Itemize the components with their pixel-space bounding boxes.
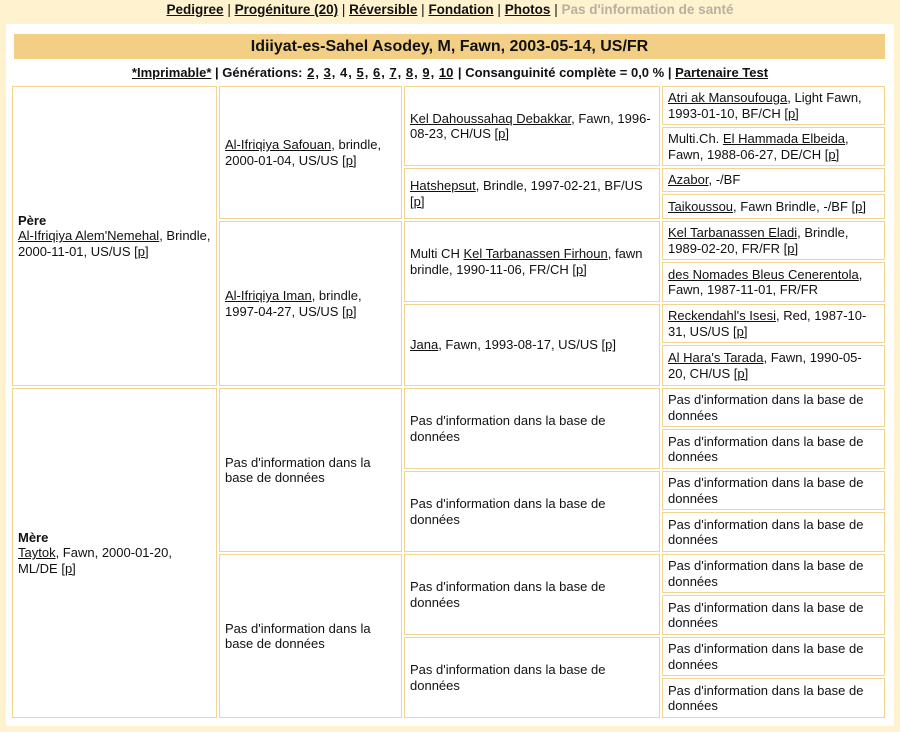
nav-foundation-link[interactable]: Fondation xyxy=(428,2,494,17)
ancestor-info: , brindle, 1997-04-27, US/US xyxy=(225,288,362,319)
pedigree-cell-gen2-3 xyxy=(219,388,402,552)
pedigree-cell-gen3-1 xyxy=(404,86,660,166)
nav-pedigree-link[interactable]: Pedigree xyxy=(166,2,224,17)
ancestor-name-link[interactable]: Hatshepsut xyxy=(410,178,476,193)
pedigree-cell-gen4-9 xyxy=(662,388,885,427)
generation-current-4: 4 xyxy=(340,65,348,80)
ancestor-name-link[interactable]: Reckendahl's Isesi xyxy=(668,308,776,323)
no-info-text: Pas d'information dans la base de données xyxy=(410,662,606,693)
no-info-text: Pas d'information dans la base de données xyxy=(668,558,864,589)
generation-link-6[interactable]: 6 xyxy=(372,65,381,80)
father-info: , Brindle, 2000-11-01, US/US xyxy=(18,228,211,259)
pedigree-cell-gen4-15 xyxy=(662,637,885,676)
ancestor-name-link[interactable]: El Hammada Elbeida xyxy=(722,131,846,146)
inbreeding-coefficient: Consanguinité complète = 0,0 % xyxy=(465,65,665,80)
pedigree-cell-gen4-13 xyxy=(662,554,885,593)
ancestor-info: , Fawn, 1990-05-20, CH/US xyxy=(668,350,862,381)
pedigree-cell-gen4-8 xyxy=(662,345,885,386)
pedigree-cell-gen3-3 xyxy=(404,221,660,302)
printable-link[interactable]: *Imprimable* xyxy=(131,65,212,80)
pedigree-cell-gen2-4 xyxy=(219,554,402,718)
pedigree-cell-gen4-3 xyxy=(662,168,885,192)
mother-photo-link[interactable]: [p] xyxy=(61,560,76,576)
no-info-text: Pas d'information dans la base de données xyxy=(225,454,371,485)
ancestor-name-link[interactable]: Al Hara's Tarada xyxy=(668,350,764,365)
ancestor-name-link[interactable]: Al-Ifriqiya Safouan xyxy=(225,137,332,152)
pedigree-cell-gen4-12 xyxy=(662,512,885,552)
mother-role-label: Mère xyxy=(18,529,49,545)
pedigree-panel xyxy=(6,24,894,726)
pedigree-cell-gen3-4 xyxy=(404,304,660,386)
generation-link-3[interactable]: 3 xyxy=(323,65,331,80)
ancestor-name-link[interactable]: Jana xyxy=(410,337,439,353)
pedigree-cell-gen2-2 xyxy=(219,221,402,386)
generation-link-5[interactable]: 5 xyxy=(356,65,364,80)
test-partner-link[interactable]: Partenaire Test xyxy=(675,65,769,80)
pedigree-cell-gen3-7 xyxy=(404,554,660,635)
nav-separator: | xyxy=(338,2,350,17)
no-info-text: Pas d'information dans la base de données xyxy=(668,682,864,713)
pedigree-cell-gen4-16 xyxy=(662,678,885,718)
no-info-text: Pas d'information dans la base de données xyxy=(668,433,864,464)
ancestor-info: , brindle, 2000-01-04, US/US xyxy=(225,137,382,168)
pedigree-cell-gen3-5 xyxy=(404,388,660,469)
ancestor-info: , Fawn, 1993-08-17, US/US xyxy=(438,337,602,353)
mother-cell xyxy=(12,388,217,718)
father-name-link[interactable]: Al-Ifriqiya Alem'Nemehal xyxy=(18,228,160,244)
ancestor-photo-link[interactable]: [p] xyxy=(601,337,616,353)
ancestor-info: , fawn brindle, 1990-11-06, FR/CH xyxy=(410,246,643,277)
pedigree-cell-gen4-14 xyxy=(662,595,885,635)
generations-bar: *Imprimable* | Générations: 2, 3, 4, 5, 6, 7, 8, 9, 10 | Consanguinité complète = 0,0 % | Partenaire Test xyxy=(131,65,769,80)
separator: | xyxy=(664,65,676,80)
nav-separator: | xyxy=(223,2,235,17)
ancestor-name-link[interactable]: Kel Tarbanassen Eladi xyxy=(668,225,798,240)
nav-reversible-link[interactable]: Réversible xyxy=(349,2,418,17)
no-info-text: Pas d'information dans la base de données xyxy=(410,579,606,610)
mother-info: , Fawn, 2000-01-20, ML/DE xyxy=(18,545,172,576)
ancestor-photo-link[interactable]: [p] xyxy=(784,105,799,121)
generation-link-2[interactable]: 2 xyxy=(307,65,315,80)
generations-label: Générations: xyxy=(222,65,303,80)
ancestor-name-link[interactable]: Kel Dahoussahaq Debakkar xyxy=(410,110,572,126)
ancestor-photo-link[interactable]: [p] xyxy=(733,365,749,381)
no-info-text: Pas d'information dans la base de données xyxy=(668,475,864,506)
ancestor-photo-link[interactable]: [p] xyxy=(851,198,866,214)
pedigree-cell-gen3-2 xyxy=(404,168,660,219)
ancestor-info: , Fawn Brindle, -/BF xyxy=(733,198,852,214)
ancestor-photo-link[interactable]: [p] xyxy=(494,126,510,141)
ancestor-photo-link[interactable]: [p] xyxy=(342,303,357,319)
no-info-text: Pas d'information dans la base de données xyxy=(410,413,606,444)
ancestor-name-link[interactable]: Azabor xyxy=(668,172,709,188)
ancestor-info: , Light Fawn, 1993-01-10, BF/CH xyxy=(668,90,862,121)
pedigree-cell-gen3-8 xyxy=(404,637,660,718)
generation-link-8[interactable]: 8 xyxy=(405,65,414,80)
separator: | xyxy=(211,65,223,80)
pedigree-cell-gen2-1 xyxy=(219,86,402,219)
ancestor-info: , -/BF xyxy=(708,172,741,188)
separator: | xyxy=(454,65,466,80)
father-cell xyxy=(12,86,217,386)
ancestor-info: , Fawn, 1988-06-27, DE/CH xyxy=(668,131,849,162)
ancestor-info: , Fawn, 1987-11-01, FR/FR xyxy=(668,266,863,297)
no-info-text: Pas d'information dans la base de données xyxy=(668,641,864,672)
father-photo-link[interactable]: [p] xyxy=(134,243,149,259)
generation-link-9[interactable]: 9 xyxy=(422,65,430,80)
no-info-text: Pas d'information dans la base de données xyxy=(668,516,864,547)
ancestor-info: , Brindle, 1989-02-20, FR/FR xyxy=(668,225,849,256)
ancestor-name-link[interactable]: Atri ak Mansoufouga xyxy=(668,90,788,105)
no-info-text: Pas d'information dans la base de données xyxy=(410,496,606,527)
pedigree-cell-gen4-5 xyxy=(662,221,885,260)
generation-link-7[interactable]: 7 xyxy=(389,65,397,80)
ancestor-info: , Red, 1987-10-31, US/US xyxy=(668,308,867,339)
page-title: Idiiyat-es-Sahel Asodey, M, Fawn, 2003-05-14, US/FR xyxy=(14,34,885,59)
pedigree-cell-gen4-2 xyxy=(662,127,885,166)
nav-separator: | xyxy=(493,2,505,17)
ancestor-name-link[interactable]: des Nomades Bleus Cenerentola xyxy=(668,266,859,282)
ancestor-name-link[interactable]: Al-Ifriqiya Iman xyxy=(225,288,312,303)
pedigree-cell-gen4-1 xyxy=(662,86,885,125)
ancestor-photo-link[interactable]: [p] xyxy=(733,323,748,339)
pedigree-cell-gen4-4 xyxy=(662,194,885,219)
no-info-text: Pas d'information dans la base de données xyxy=(225,620,371,651)
nav-separator: | xyxy=(417,2,429,17)
pedigree-cell-gen4-7 xyxy=(662,304,885,343)
ancestor-title-prefix: Multi.Ch. xyxy=(668,131,723,146)
pedigree-cell-gen4-10 xyxy=(662,429,885,469)
pedigree-cell-gen4-11 xyxy=(662,471,885,510)
generation-link-10[interactable]: 10 xyxy=(438,65,454,80)
nav-separator: | xyxy=(550,2,562,17)
pedigree-cell-gen4-6 xyxy=(662,262,885,302)
ancestor-photo-link[interactable]: [p] xyxy=(410,193,425,209)
pedigree-cell-gen3-6 xyxy=(404,471,660,552)
ancestor-info: , Fawn, 1996-08-23, CH/US xyxy=(410,110,651,141)
nav-photos-link[interactable]: Photos xyxy=(504,2,551,17)
father-role-label: Père xyxy=(18,212,47,228)
ancestor-name-link[interactable]: Kel Tarbanassen Firhoun xyxy=(463,246,608,261)
no-info-text: Pas d'information dans la base de données xyxy=(668,599,864,630)
ancestor-title-prefix: Multi CH xyxy=(410,246,464,261)
nav-progeny-link[interactable]: Progéniture (20) xyxy=(234,2,339,17)
ancestor-name-link[interactable]: Taikoussou xyxy=(668,198,734,214)
no-info-text: Pas d'information dans la base de données xyxy=(668,392,864,423)
mother-name-link[interactable]: Taytok xyxy=(18,545,56,561)
ancestor-photo-link[interactable]: [p] xyxy=(783,240,799,256)
ancestor-photo-link[interactable]: [p] xyxy=(342,152,357,168)
ancestor-photo-link[interactable]: [p] xyxy=(824,146,840,162)
ancestor-info: , Brindle, 1997-02-21, BF/US xyxy=(475,178,643,193)
ancestor-photo-link[interactable]: [p] xyxy=(572,261,587,277)
nav-health-disabled: Pas d'information de santé xyxy=(561,2,734,17)
top-navigation xyxy=(0,0,900,22)
